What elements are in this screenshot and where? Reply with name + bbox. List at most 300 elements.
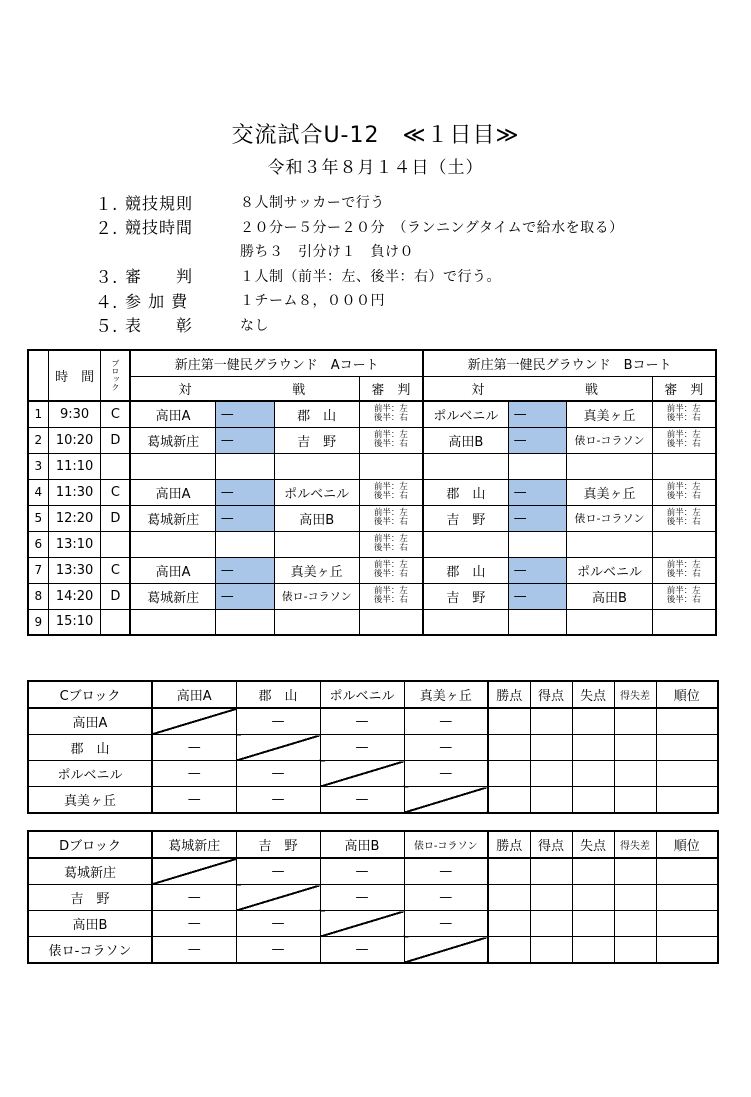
court-a-away-team: 真美ヶ丘	[274, 557, 359, 583]
diagonal-cell	[320, 911, 404, 937]
stat-cell	[572, 858, 614, 885]
stat-cell	[614, 708, 656, 735]
stat-header: 勝点	[488, 681, 530, 708]
rule-item	[95, 313, 715, 338]
result-cell: —	[152, 937, 236, 964]
result-cell: —	[152, 885, 236, 911]
stat-cell	[656, 787, 718, 814]
court-a-home-team: 高田A	[130, 557, 215, 583]
rule-value: １人制（前半：左、後半：右）で行う。	[240, 268, 501, 285]
court-b-dash: —	[508, 401, 531, 427]
stat-cell	[656, 911, 718, 937]
rule-label: 表 彰	[125, 316, 194, 336]
court-b-referee	[652, 557, 716, 583]
referee-second-half: 後半：右	[373, 439, 408, 449]
rule-number: ３.	[95, 268, 118, 289]
row-number: 1	[28, 401, 48, 427]
referee-second-half: 後半：右	[373, 543, 408, 553]
schedule-header-row-1	[28, 350, 716, 376]
result-cell: —	[320, 858, 404, 885]
referee-second-half: 後半：右	[666, 517, 701, 527]
court-a-away-team	[274, 453, 359, 479]
row-number: 7	[28, 557, 48, 583]
result-cell: —	[152, 787, 236, 814]
stat-cell	[614, 858, 656, 885]
court-a-spacer	[239, 401, 274, 427]
court-a-referee	[359, 609, 423, 635]
block-letter	[101, 609, 130, 635]
stat-cell	[572, 885, 614, 911]
stat-cell	[656, 937, 718, 964]
court-a-spacer	[239, 531, 274, 557]
court-a-spacer	[239, 583, 274, 609]
court-a-home-team: 葛城新庄	[130, 583, 215, 609]
court-a-dash	[215, 531, 238, 557]
stat-cell	[614, 735, 656, 761]
rule-value: なし	[240, 317, 269, 334]
result-cell: —	[404, 708, 488, 735]
court-b-home-team	[423, 609, 508, 635]
standings-header-row	[28, 831, 718, 858]
stat-cell	[530, 735, 572, 761]
rule-item	[95, 215, 715, 240]
rule-number: ２.	[95, 219, 118, 240]
result-cell: —	[320, 885, 404, 911]
court-a-dash	[215, 453, 238, 479]
court-b-spacer	[531, 505, 566, 531]
team-name: ポルベニル	[28, 761, 152, 787]
schedule-row	[28, 531, 716, 557]
court-b-away-team	[567, 609, 652, 635]
stat-cell	[656, 885, 718, 911]
rule-number: ５.	[95, 317, 118, 338]
result-cell: —	[236, 787, 320, 814]
result-cell: —	[152, 911, 236, 937]
d-block-standings-table	[27, 830, 719, 964]
court-b-away-team: ポルベニル	[567, 557, 652, 583]
result-cell: —	[236, 911, 320, 937]
court-b-home-team: 高田B	[423, 427, 508, 453]
standings-header-row	[28, 681, 718, 708]
header-vs-b: 対	[423, 376, 531, 401]
standings-row	[28, 735, 718, 761]
court-b-dash	[508, 453, 531, 479]
court-b-spacer	[531, 427, 566, 453]
court-a-referee	[359, 583, 423, 609]
court-b-away-team	[567, 531, 652, 557]
court-b-referee	[652, 427, 716, 453]
court-b-home-team: 吉 野	[423, 505, 508, 531]
rule-item	[95, 190, 715, 215]
court-b-dash: —	[508, 479, 531, 505]
court-b-referee	[652, 453, 716, 479]
court-a-dash: —	[215, 557, 238, 583]
court-b-referee	[652, 609, 716, 635]
court-a-home-team	[130, 609, 215, 635]
rules-list	[95, 190, 715, 337]
stat-cell	[614, 787, 656, 814]
standings-row	[28, 858, 718, 885]
referee-first-half: 前半：左	[373, 534, 408, 544]
match-time: 10:20	[48, 427, 101, 453]
stat-cell	[488, 885, 530, 911]
court-b-referee	[652, 531, 716, 557]
court-a-dash: —	[215, 401, 238, 427]
court-a-dash: —	[215, 505, 238, 531]
result-cell: —	[404, 911, 488, 937]
referee-second-half: 後半：右	[373, 517, 408, 527]
stat-cell	[488, 735, 530, 761]
court-a-away-team	[274, 531, 359, 557]
stat-cell	[488, 937, 530, 964]
row-number: 6	[28, 531, 48, 557]
stat-cell	[572, 787, 614, 814]
result-cell: —	[236, 937, 320, 964]
stat-cell	[572, 761, 614, 787]
referee-first-half: 前半：左	[373, 404, 408, 415]
schedule-row	[28, 583, 716, 609]
team-name: 高田A	[28, 708, 152, 735]
standings-row	[28, 787, 718, 814]
block-name: Cブロック	[28, 681, 152, 708]
referee-first-half: 前半：左	[666, 430, 701, 440]
referee-second-half: 後半：右	[666, 439, 701, 449]
opponent-header: 高田A	[152, 681, 236, 708]
diagonal-cell	[404, 787, 488, 814]
court-b-dash	[508, 609, 531, 635]
court-a-dash: —	[215, 583, 238, 609]
header-block-label: ブロック	[110, 358, 120, 391]
rule-value: １チーム８，０００円	[240, 293, 385, 310]
court-b-away-team: 高田B	[567, 583, 652, 609]
court-a-spacer	[239, 505, 274, 531]
court-a-spacer	[239, 453, 274, 479]
stat-cell	[656, 735, 718, 761]
referee-first-half: 前半：左	[666, 482, 701, 492]
row-number: 9	[28, 609, 48, 635]
opponent-header: 吉 野	[236, 831, 320, 858]
schedule-row	[28, 427, 716, 453]
court-b-referee	[652, 401, 716, 427]
result-cell: —	[236, 761, 320, 787]
block-letter: C	[101, 479, 130, 505]
rule-number: ４.	[95, 292, 118, 313]
court-b-away-team: 真美ヶ丘	[567, 401, 652, 427]
diagonal-cell	[152, 708, 236, 735]
court-a-home-team	[130, 531, 215, 557]
result-cell: —	[152, 761, 236, 787]
stat-header: 失点	[572, 681, 614, 708]
court-b-spacer	[531, 531, 566, 557]
header-court-a: 新庄第一健民グラウンド Aコート	[130, 350, 423, 376]
row-number: 5	[28, 505, 48, 531]
stat-header: 得失差	[614, 831, 656, 858]
stat-cell	[488, 858, 530, 885]
stat-cell	[614, 911, 656, 937]
match-schedule-table	[27, 349, 717, 636]
schedule-row	[28, 557, 716, 583]
opponent-header: 真美ヶ丘	[404, 681, 488, 708]
referee-first-half: 前半：左	[373, 508, 408, 518]
stat-header: 失点	[572, 831, 614, 858]
court-b-home-team	[423, 531, 508, 557]
court-a-home-team: 葛城新庄	[130, 505, 215, 531]
stat-cell	[656, 761, 718, 787]
row-number: 2	[28, 427, 48, 453]
match-time: 13:10	[48, 531, 101, 557]
result-cell: —	[404, 885, 488, 911]
result-cell: —	[152, 735, 236, 761]
block-letter: C	[101, 401, 130, 427]
row-number: 8	[28, 583, 48, 609]
court-a-home-team: 高田A	[130, 479, 215, 505]
header-vs-a: 対	[130, 376, 238, 401]
court-a-home-team: 高田A	[130, 401, 215, 427]
referee-second-half: 後半：右	[373, 491, 408, 501]
court-b-away-team	[567, 453, 652, 479]
court-a-away-team	[274, 609, 359, 635]
stat-cell	[488, 708, 530, 735]
referee-first-half: 前半：左	[666, 404, 701, 415]
rule-label: 競技規則	[125, 193, 194, 213]
court-a-away-team: 吉 野	[274, 427, 359, 453]
diagonal-cell	[404, 937, 488, 964]
stat-header: 順位	[656, 831, 718, 858]
stat-cell	[614, 761, 656, 787]
result-cell: —	[404, 761, 488, 787]
rule-value: ２０分ー５分ー２０分 （ランニングタイムで給水を取る）	[240, 219, 624, 236]
stat-cell	[488, 911, 530, 937]
header-no-cell	[28, 350, 48, 401]
stat-cell	[614, 937, 656, 964]
court-b-spacer	[531, 583, 566, 609]
court-a-spacer	[239, 427, 274, 453]
stat-cell	[656, 708, 718, 735]
block-name: Dブロック	[28, 831, 152, 858]
stat-cell	[488, 787, 530, 814]
court-a-spacer	[239, 609, 274, 635]
court-a-referee	[359, 505, 423, 531]
rule-item	[95, 288, 715, 313]
schedule-header-row-2	[28, 376, 716, 401]
stat-header: 得点	[530, 681, 572, 708]
match-time: 13:30	[48, 557, 101, 583]
team-name: 高田B	[28, 911, 152, 937]
opponent-header: 俵ロ-コラソン	[404, 831, 488, 858]
referee-second-half: 後半：右	[373, 595, 408, 605]
block-letter: C	[101, 557, 130, 583]
opponent-header: 高田B	[320, 831, 404, 858]
result-cell: —	[320, 787, 404, 814]
court-a-referee	[359, 427, 423, 453]
row-number: 3	[28, 453, 48, 479]
opponent-header: 郡 山	[236, 681, 320, 708]
court-b-home-team: 郡 山	[423, 479, 508, 505]
court-b-spacer	[531, 557, 566, 583]
court-a-referee	[359, 557, 423, 583]
team-name: 真美ヶ丘	[28, 787, 152, 814]
court-a-home-team: 葛城新庄	[130, 427, 215, 453]
team-name: 俵ロ-コラソン	[28, 937, 152, 964]
court-b-dash	[508, 531, 531, 557]
result-cell: —	[236, 858, 320, 885]
diagonal-cell	[236, 885, 320, 911]
stat-cell	[530, 937, 572, 964]
rule-label: 審 判	[125, 267, 194, 287]
event-date: 令和３年８月１４日（土）	[267, 158, 484, 178]
team-name: 葛城新庄	[28, 858, 152, 885]
court-a-spacer	[239, 557, 274, 583]
diagonal-cell	[152, 858, 236, 885]
header-court-b: 新庄第一健民グラウンド Bコート	[423, 350, 716, 376]
court-b-home-team	[423, 453, 508, 479]
standings-row	[28, 761, 718, 787]
stat-cell	[572, 937, 614, 964]
match-time: 11:30	[48, 479, 101, 505]
stat-header: 順位	[656, 681, 718, 708]
court-b-dash: —	[508, 505, 531, 531]
stat-cell	[572, 708, 614, 735]
stat-cell	[530, 858, 572, 885]
result-cell: —	[320, 937, 404, 964]
header-sen-b: 戦	[531, 376, 652, 401]
standings-row	[28, 885, 718, 911]
court-a-away-team: ポルベニル	[274, 479, 359, 505]
court-b-dash: —	[508, 557, 531, 583]
block-letter	[101, 453, 130, 479]
referee-first-half: 前半：左	[373, 560, 408, 570]
stat-cell	[614, 885, 656, 911]
court-a-dash: —	[215, 479, 238, 505]
court-b-spacer	[531, 609, 566, 635]
referee-second-half: 後半：右	[666, 569, 701, 579]
referee-first-half: 前半：左	[373, 482, 408, 492]
schedule-row	[28, 505, 716, 531]
rule-item	[95, 264, 715, 289]
stat-header: 勝点	[488, 831, 530, 858]
stat-cell	[488, 761, 530, 787]
standings-row	[28, 708, 718, 735]
rule-label: 参 加 費	[125, 291, 189, 311]
stat-cell	[530, 885, 572, 911]
court-b-referee	[652, 505, 716, 531]
court-b-spacer	[531, 479, 566, 505]
court-a-referee	[359, 401, 423, 427]
court-a-referee	[359, 453, 423, 479]
rule-number: １.	[95, 194, 118, 215]
match-time: 14:20	[48, 583, 101, 609]
court-a-dash: —	[215, 427, 238, 453]
standings-row	[28, 911, 718, 937]
stat-cell	[530, 708, 572, 735]
team-name: 郡 山	[28, 735, 152, 761]
stat-header: 得点	[530, 831, 572, 858]
block-letter: D	[101, 505, 130, 531]
header-sen-a: 戦	[239, 376, 360, 401]
block-letter	[101, 531, 130, 557]
referee-second-half: 後半：右	[373, 569, 408, 579]
result-cell: —	[236, 708, 320, 735]
court-b-referee	[652, 479, 716, 505]
schedule-row	[28, 479, 716, 505]
court-b-home-team: ポルベニル	[423, 401, 508, 427]
stat-header: 得失差	[614, 681, 656, 708]
block-letter: D	[101, 583, 130, 609]
court-b-dash: —	[508, 583, 531, 609]
court-b-dash: —	[508, 427, 531, 453]
match-time: 11:10	[48, 453, 101, 479]
referee-second-half: 後半：右	[666, 491, 701, 501]
rule-value: ８人制サッカーで行う	[240, 195, 385, 212]
court-b-spacer	[531, 453, 566, 479]
court-a-away-team: 郡 山	[274, 401, 359, 427]
court-a-referee	[359, 479, 423, 505]
header-ref-a: 審 判	[359, 376, 423, 401]
court-b-away-team: 俵ロ-コラソン	[567, 427, 652, 453]
team-name: 吉 野	[28, 885, 152, 911]
court-a-away-team: 俵ロ-コラソン	[274, 583, 359, 609]
referee-second-half: 後半：右	[373, 413, 408, 424]
diagonal-cell	[236, 735, 320, 761]
match-time: 15:10	[48, 609, 101, 635]
referee-first-half: 前半：左	[666, 508, 701, 518]
header-block	[101, 350, 130, 401]
result-cell: —	[320, 708, 404, 735]
referee-second-half: 後半：右	[666, 413, 701, 424]
opponent-header: 葛城新庄	[152, 831, 236, 858]
standings-row	[28, 937, 718, 964]
court-a-dash	[215, 609, 238, 635]
result-cell: —	[404, 858, 488, 885]
court-a-home-team	[130, 453, 215, 479]
court-b-away-team: 真美ヶ丘	[567, 479, 652, 505]
diagonal-cell	[320, 761, 404, 787]
page-title: 交流試合U-12 ≪１日目≫	[231, 123, 520, 148]
schedule-row	[28, 401, 716, 427]
match-time: 9:30	[48, 401, 101, 427]
referee-first-half: 前半：左	[666, 586, 701, 596]
match-time: 12:20	[48, 505, 101, 531]
result-cell: —	[320, 735, 404, 761]
referee-first-half: 前半：左	[373, 430, 408, 440]
rule-item	[95, 239, 715, 264]
court-a-away-team: 高田B	[274, 505, 359, 531]
stat-cell	[572, 735, 614, 761]
rule-label: 競技時間	[125, 218, 194, 238]
referee-second-half: 後半：右	[666, 595, 701, 605]
header-ref-b: 審 判	[652, 376, 716, 401]
stat-cell	[530, 761, 572, 787]
court-b-home-team: 郡 山	[423, 557, 508, 583]
court-a-referee	[359, 531, 423, 557]
court-b-spacer	[531, 401, 566, 427]
stat-cell	[530, 787, 572, 814]
court-b-home-team: 吉 野	[423, 583, 508, 609]
block-letter: D	[101, 427, 130, 453]
stat-cell	[530, 911, 572, 937]
schedule-row	[28, 609, 716, 635]
court-b-away-team: 俵ロ-コラソン	[567, 505, 652, 531]
referee-first-half: 前半：左	[666, 560, 701, 570]
opponent-header: ポルベニル	[320, 681, 404, 708]
stat-cell	[572, 911, 614, 937]
header-time: 時 間	[48, 350, 101, 401]
rule-value: 勝ち３ 引分け１ 負け０	[240, 244, 414, 261]
schedule-row	[28, 453, 716, 479]
referee-first-half: 前半：左	[373, 586, 408, 596]
result-cell: —	[404, 735, 488, 761]
court-b-referee	[652, 583, 716, 609]
